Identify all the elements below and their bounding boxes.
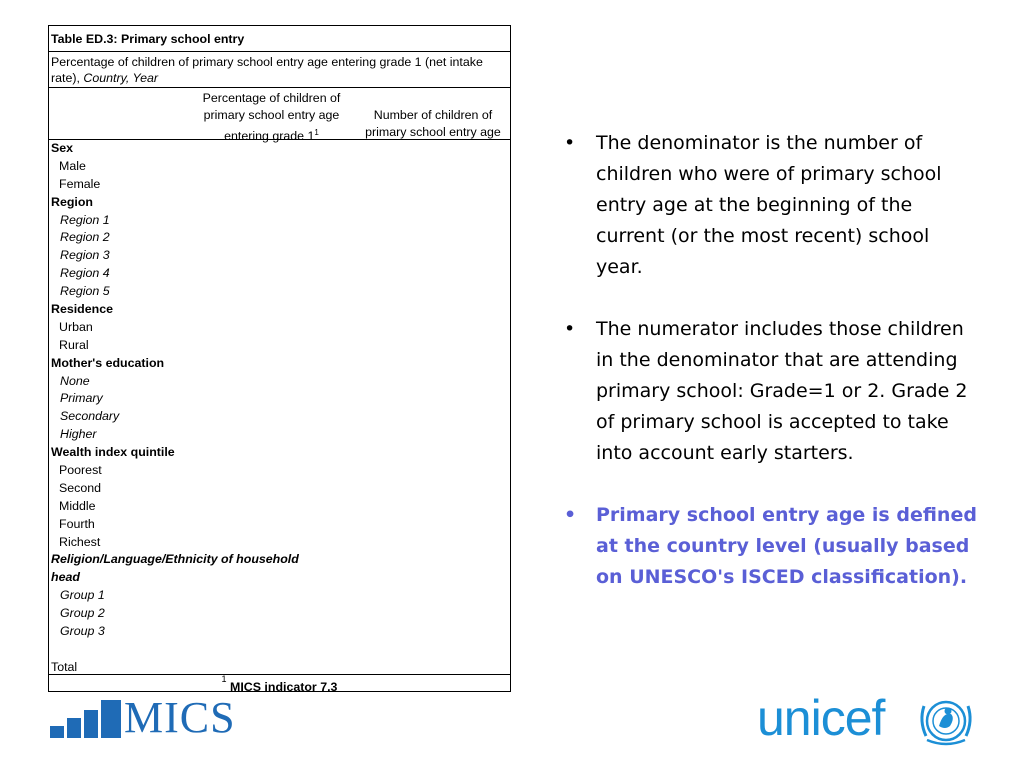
mics-logo — [50, 693, 245, 742]
table-body — [49, 140, 510, 677]
table-row-subcategory: Primary — [60, 391, 103, 406]
table-row-category: Residence — [51, 302, 113, 317]
table-row-category: Sex — [51, 141, 74, 155]
bullet-item — [560, 314, 980, 469]
table-row-spacer — [49, 641, 510, 659]
footnote-text: MICS indicator 7.3 — [230, 680, 338, 695]
column-header-percentage — [189, 90, 354, 145]
table-row-category: Region — [51, 194, 93, 209]
table-row-subcategory: Secondary — [60, 409, 120, 424]
table-row-category: Religion/Language/Ethnicity of household — [51, 552, 299, 567]
table-row-subcategory: Rural — [59, 337, 89, 352]
bullet-text: The denominator is the number of children who were of primary school entry age at the beginning of the current (or the most recent) school year. — [596, 132, 942, 278]
table-row-subcategory: Region 4 — [60, 266, 110, 281]
table-row-subcategory: Male — [59, 158, 86, 173]
table-row-subcategory: Region 2 — [60, 230, 110, 245]
table-row-subcategory: Poorest — [59, 463, 102, 478]
table-row-subcategory: Region 5 — [60, 284, 110, 299]
table-row-subcategory: Higher — [60, 427, 97, 442]
table-row-subcategory: Group 3 — [60, 624, 105, 639]
table-row-subcategory: Region 1 — [60, 212, 110, 227]
bullet-dot-icon: • — [564, 504, 577, 526]
bullet-item — [560, 128, 980, 283]
table-row-category: Wealth index quintile — [51, 445, 175, 460]
bullet-text: Primary school entry age is defined at the country level (usually based on UNESCO's ISCED classification). — [596, 504, 977, 588]
table-row-subcategory: Total — [51, 659, 78, 674]
table-row-subcategory: Group 1 — [60, 588, 105, 603]
unicef-logo — [757, 690, 977, 748]
bullet-item — [560, 500, 980, 593]
mics-logo-text: MICS — [124, 693, 236, 742]
table-row-subcategory: Richest — [59, 534, 101, 549]
table-footnote — [49, 674, 510, 695]
bullet-dot-icon: • — [564, 318, 576, 340]
footnote-mark: 1 — [221, 674, 227, 684]
column-header-footnote-mark: 1 — [314, 128, 319, 137]
table-row-subcategory: Group 2 — [60, 606, 105, 621]
table-header-row — [49, 88, 510, 144]
column-header-number: Number of children of primary school entry age — [365, 108, 501, 139]
table-row-subcategory: Second — [59, 480, 102, 495]
bullet-text: The numerator includes those children in the denominator that are attending primary school: Grade=1 or 2. Grade 2 of primary school is accepted to take into account early starters. — [596, 318, 968, 464]
indicator-table — [48, 25, 511, 695]
table-row-subcategory: Middle — [59, 498, 96, 513]
table-row-subcategory: Urban — [59, 319, 93, 334]
bullet-dot-icon: • — [564, 132, 576, 154]
table-title: Table ED.3: Primary school entry — [49, 26, 510, 52]
table-row-subcategory: None — [60, 373, 90, 388]
unicef-logo-text: unicef — [757, 690, 885, 746]
unicef-emblem-icon — [917, 696, 975, 746]
table-row-category: Mother's education — [51, 355, 165, 370]
table-row-subcategory: Region 3 — [60, 248, 110, 263]
table-subtitle — [49, 52, 510, 88]
bullet-list — [560, 128, 980, 624]
table-subtitle-italic: Country, Year — [83, 71, 158, 85]
table-row-subcategory: Female — [59, 176, 101, 191]
table-subtitle-text: Percentage of children of primary school entry age entering grade 1 (net intake rate), — [51, 55, 483, 85]
table-row-category: head — [51, 570, 80, 585]
column-header-percentage-text: Percentage of children of primary school entry age entering grade 1 — [202, 91, 341, 144]
table-row-subcategory: Fourth — [59, 516, 95, 531]
